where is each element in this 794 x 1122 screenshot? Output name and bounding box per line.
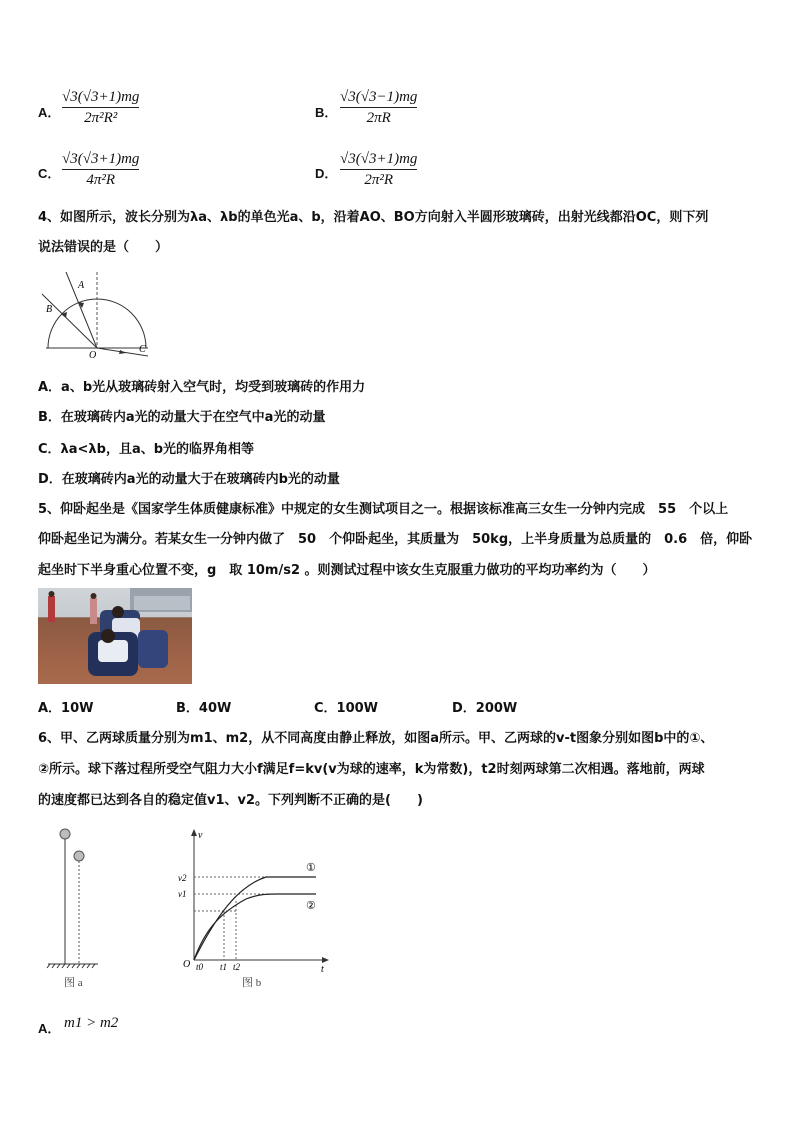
q4-option-d: D．在玻璃砖内a光的动量大于在玻璃砖内b光的动量 [38,472,340,487]
q5-stem-line1: 5、仰卧起坐是《国家学生体质健康标准》中规定的女生测试项目之一。根据该标准高三女生一分钟内完成 55 个以上 [38,502,729,517]
q3-option-a-numerator: √3(√3+1)mg [62,89,140,105]
q3-option-b-denominator: 2πR [366,110,391,126]
q6-figure-a [40,826,104,992]
q6-axis-v-label: v [198,830,203,841]
q6-option-a-expression: m1 > m2 [64,1015,119,1031]
q5-option-b: B．40W [176,701,232,716]
q5-option-a: A．10W [38,701,94,716]
q3-option-a-label: A． [38,105,61,120]
q6-figure-b-graph [176,826,336,992]
q3-option-b-label: B． [315,105,338,120]
q3-option-c-fraction [62,150,139,189]
q4-stem-line2: 说法错误的是（ ） [38,240,169,255]
q6-stem-line1: 6、甲、乙两球质量分别为m1、m2，从不同高度由静止释放，如图a所示。甲、乙两球的v-t图象分别如图b中的①、 [38,731,714,746]
q6-curve-1-label: ① [306,862,316,874]
ball-2-icon [74,851,84,861]
q3-option-d-numerator: √3(√3+1)mg [340,151,418,167]
q5-option-c: C．100W [314,701,379,716]
q6-figure-a-caption: 图 a [64,977,83,989]
q4-option-c: C．λa<λb，且a、b光的临界角相等 [38,442,255,457]
q5-situp-photo [38,588,192,684]
q6-origin-label: O [183,959,191,970]
q3-option-a-denominator: 2π²R² [84,110,118,126]
q4-stem-line1: 4、如图所示，波长分别为λa、λb的单色光a、b，沿着AO、BO方向射入半圆形玻璃砖，出射光线都沿OC，则下列 [38,210,709,225]
ball-1-icon [60,829,70,839]
q4-option-b: B．在玻璃砖内a光的动量大于在空气中a光的动量 [38,410,326,425]
q3-option-c-numerator: √3(√3+1)mg [62,151,140,167]
q6-t0-label: t0 [196,962,204,972]
q6-stem-line2: ②所示。球下落过程所受空气阻力大小f满足f=kv(v为球的速率，k为常数)，t2时刻两球第二次相遇。落地前，两球 [38,762,705,777]
q6-axis-t-label: t [321,964,324,975]
q6-curve-2-label: ② [306,900,316,912]
q3-option-a-fraction [62,88,139,127]
q3-option-d-denominator: 2π²R [364,172,394,188]
q4-label-b: B [46,304,53,315]
q6-figure-b-caption: 图 b [242,977,262,989]
q3-option-d-label: D． [315,166,338,181]
q6-stem-line3: 的速度都已达到各自的稳定值v1、v2。下列判断不正确的是( ) [38,793,423,808]
q3-option-c-label: C． [38,166,61,181]
q4-label-a: A [78,280,85,291]
q6-curve-1 [194,877,316,960]
q3-option-b-fraction [340,88,417,127]
q6-v1-label: v1 [178,889,187,899]
q4-label-o: O [89,350,97,360]
q3-option-c-denominator: 4π²R [86,172,116,188]
q5-stem-line3: 起坐时下半身重心位置不变，g 取 10m/s2 。则测试过程中该女生克服重力做功的平均功率约为（ ） [38,563,656,578]
q3-option-b-numerator: √3(√3−1)mg [340,89,418,105]
q4-label-c: C [139,344,146,355]
q6-v2-label: v2 [178,873,187,883]
q6-t1-label: t1 [220,962,228,972]
q4-option-a: A．a、b光从玻璃砖射入空气时，均受到玻璃砖的作用力 [38,380,366,395]
q6-t2-label: t2 [233,962,241,972]
q5-stem-line2: 仰卧起坐记为满分。若某女生一分钟内做了 50 个仰卧起坐，其质量为 50kg，上半身质量为总质量的 0.6 倍，仰卧 [38,532,753,547]
q4-semicircle-figure [36,268,158,360]
q5-option-d: D．200W [452,701,518,716]
q3-option-d-fraction [340,150,417,189]
q6-option-a-label: A． [38,1021,61,1036]
